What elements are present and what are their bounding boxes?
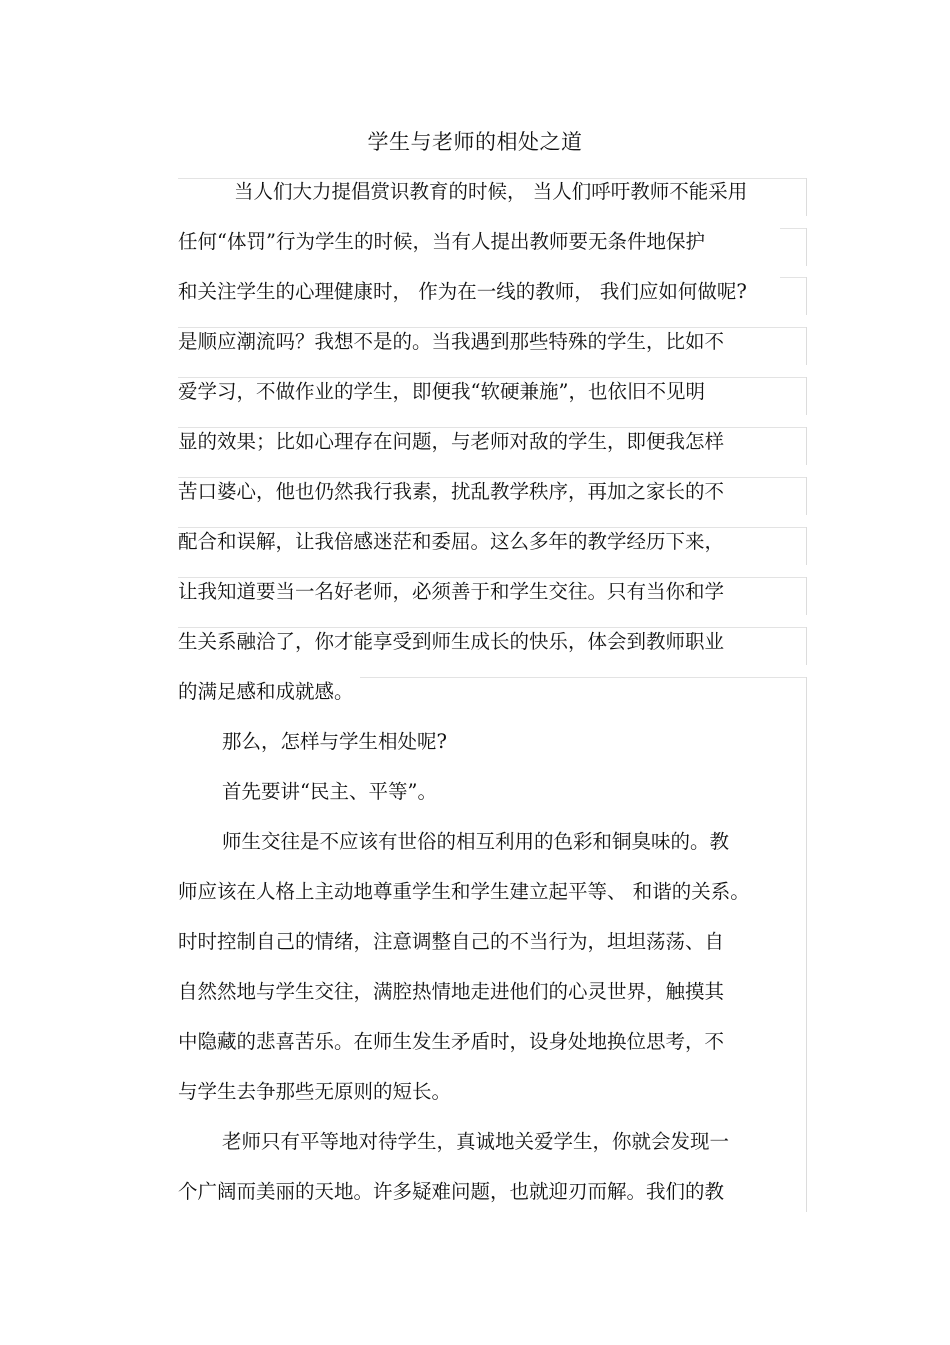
table-rule xyxy=(806,228,807,266)
table-rule xyxy=(178,427,806,428)
text-line: 时时控制自己的情绪，注意调整自己的不当行为，坦坦荡荡、自 xyxy=(178,930,725,953)
text-line: 爱学习，不做作业的学生，即便我“软硬兼施”，也依旧不见明 xyxy=(178,380,705,403)
table-rule xyxy=(806,178,807,216)
table-rule xyxy=(360,677,806,678)
table-rule xyxy=(178,527,806,528)
text-line: 那么，怎样与学生相处呢? xyxy=(222,730,447,753)
text-line: 中隐藏的悲喜苦乐。在师生发生矛盾时，设身处地换位思考，不 xyxy=(178,1030,725,1053)
text-line: 任何“体罚”行为学生的时候，当有人提出教师要无条件地保护 xyxy=(178,230,705,253)
table-rule xyxy=(806,427,807,465)
table-rule xyxy=(806,627,807,665)
text-line: 和关注学生的心理健康时， 作为在一线的教师， 我们应如何做呢? xyxy=(178,280,747,303)
section-heading: 首先要讲“民主、平等”。 xyxy=(222,780,437,803)
table-rule xyxy=(780,228,806,229)
text-line: 当人们大力提倡赏识教育的时候， 当人们呼吁教师不能采用 xyxy=(234,180,748,203)
text-line: 师应该在人格上主动地尊重学生和学生建立起平等、 和谐的关系。 xyxy=(178,880,750,903)
table-rule xyxy=(806,527,807,565)
text-line: 显的效果；比如心理存在问题，与老师对敌的学生，即便我怎样 xyxy=(178,430,725,453)
table-rule xyxy=(178,327,806,328)
text-line: 配合和误解，让我倍感迷茫和委屈。这么多年的教学经历下来， xyxy=(178,530,725,553)
text-line: 生关系融洽了，你才能享受到师生成长的快乐，体会到教师职业 xyxy=(178,630,725,653)
text-line: 老师只有平等地对待学生，真诚地关爱学生，你就会发现一 xyxy=(222,1130,730,1153)
document-title: 学生与老师的相处之道 xyxy=(367,130,583,154)
table-rule xyxy=(780,277,806,278)
table-rule xyxy=(178,627,806,628)
table-rule xyxy=(806,477,807,515)
table-rule xyxy=(806,677,807,1212)
table-rule xyxy=(806,577,807,615)
table-rule xyxy=(178,477,806,478)
text-line: 苦口婆心，他也仍然我行我素，扰乱教学秩序，再加之家长的不 xyxy=(178,480,725,503)
text-line: 个广阔而美丽的天地。许多疑难问题，也就迎刃而解。我们的教 xyxy=(178,1180,725,1203)
table-rule xyxy=(806,377,807,415)
table-rule xyxy=(806,327,807,365)
text-line: 是顺应潮流吗？我想不是的。当我遇到那些特殊的学生，比如不 xyxy=(178,330,725,353)
text-line: 的满足感和成就感。 xyxy=(178,680,354,703)
text-line: 师生交往是不应该有世俗的相互利用的色彩和铜臭味的。教 xyxy=(222,830,730,853)
table-rule xyxy=(806,277,807,315)
table-rule xyxy=(178,577,806,578)
text-line: 自然然地与学生交往，满腔热情地走进他们的心灵世界，触摸其 xyxy=(178,980,725,1003)
table-rule xyxy=(178,377,806,378)
text-line: 让我知道要当一名好老师，必须善于和学生交往。只有当你和学 xyxy=(178,580,725,603)
table-rule xyxy=(178,178,806,179)
text-line: 与学生去争那些无原则的短长。 xyxy=(178,1080,452,1103)
